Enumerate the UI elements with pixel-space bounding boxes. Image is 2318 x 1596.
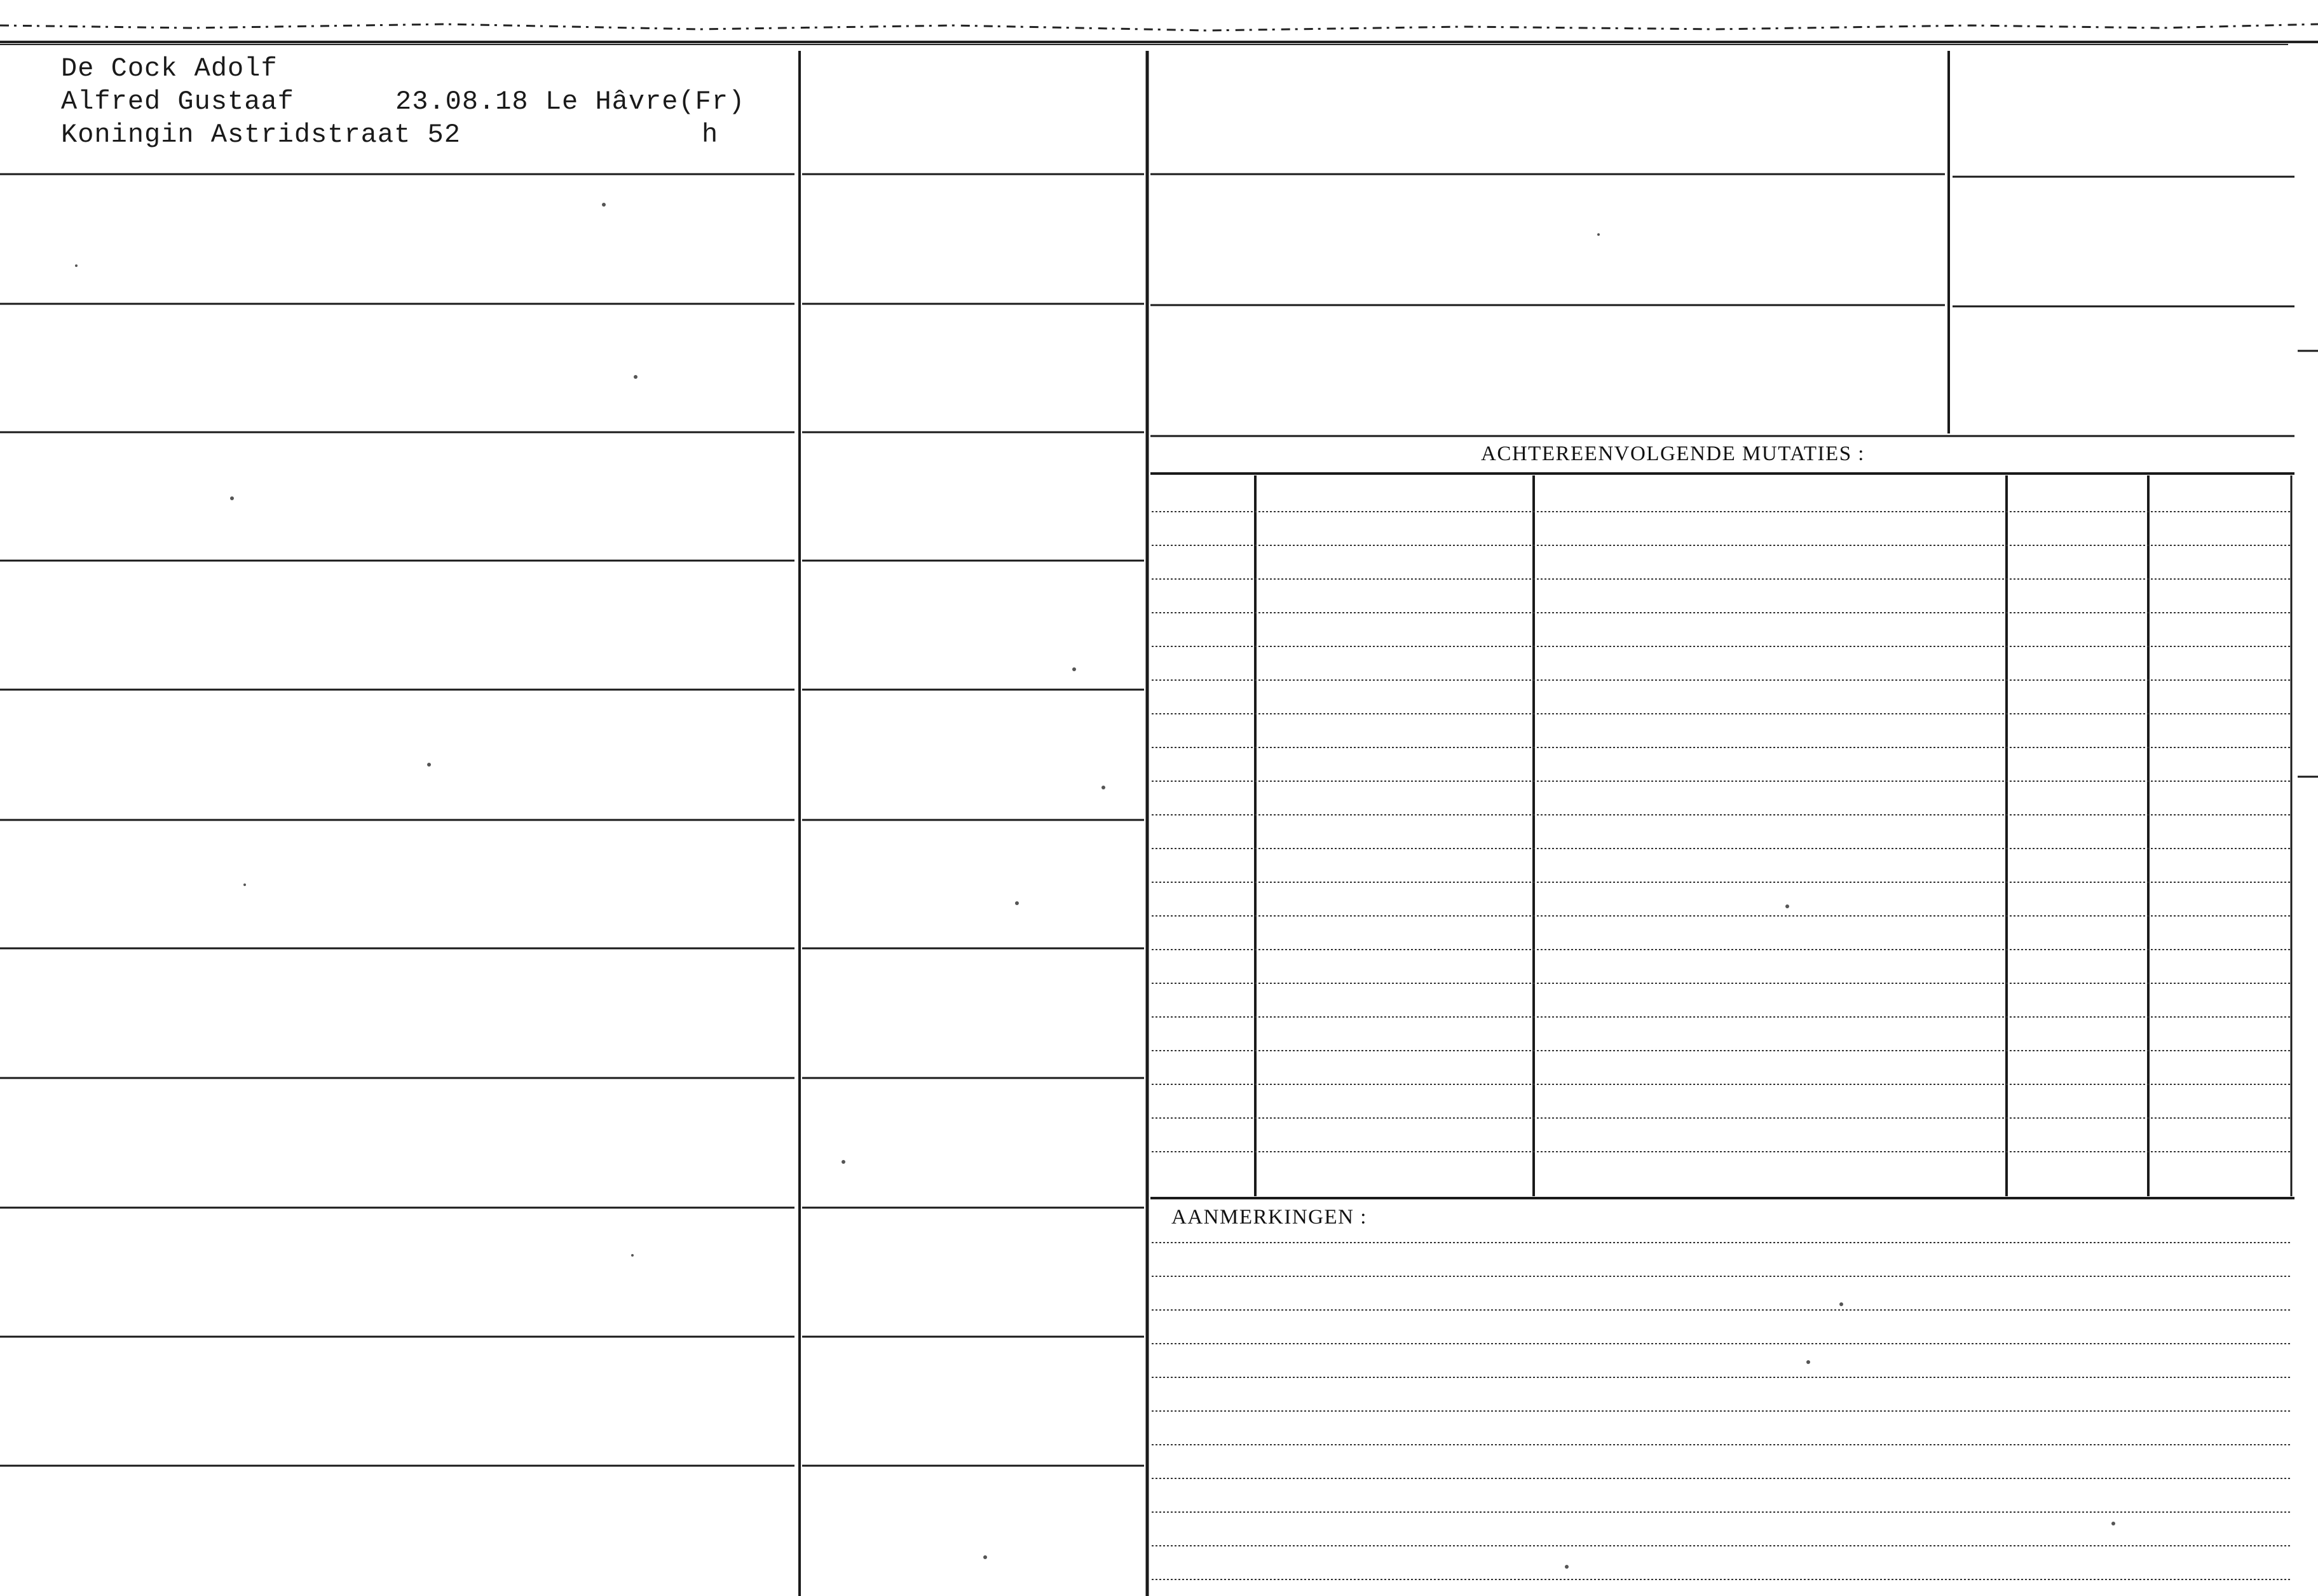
remarks-title: AANMERKINGEN : [1171,1206,1367,1229]
paper-specks [75,203,2115,1569]
left-grid [0,51,1147,1596]
record-given-names: Alfred Gustaaf [61,86,294,117]
top-border [0,24,2318,44]
mutations-dotted-rules [1152,512,2290,1152]
remarks-dotted-rules [1152,1243,2290,1579]
record-address: Koningin Astridstraat 52 [61,119,461,150]
record-surname: De Cock Adolf [61,53,278,84]
mutations-title: ACHTEREENVOLGENDE MUTATIES : [1481,442,1865,465]
record-marker: h [702,119,719,150]
mutations-grid [1150,474,2294,1198]
record-birth: 23.08.18 Le Hâvre(Fr) [395,86,746,117]
right-top-grid [1150,51,2318,777]
